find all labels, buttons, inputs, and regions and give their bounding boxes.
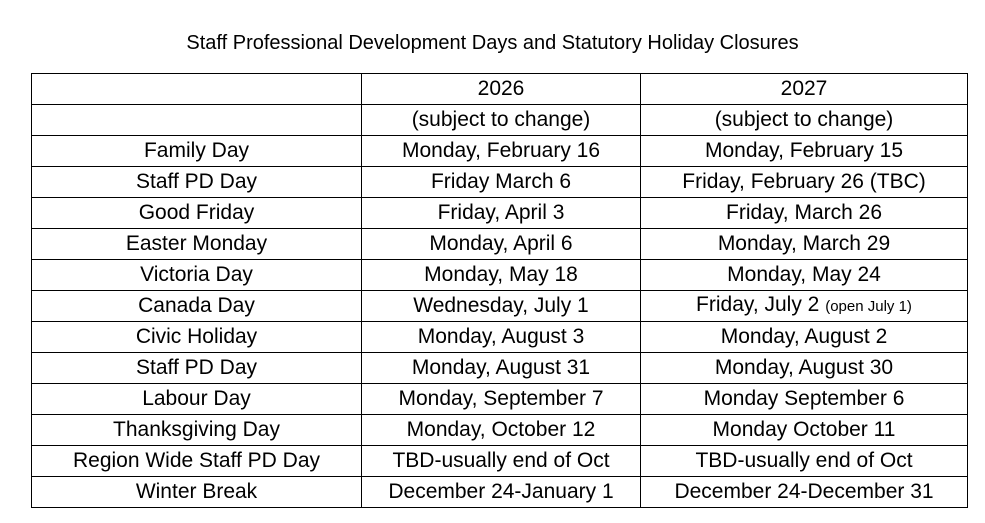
date-2027-cell — [641, 136, 968, 167]
header-blank-cell — [32, 74, 362, 105]
date-2027-text: Monday, May 24 — [727, 263, 881, 286]
header-row-years — [32, 74, 968, 105]
header-note-2027: (subject to change) — [641, 105, 968, 136]
date-2027-cell — [641, 167, 968, 198]
date-2027-text: Friday, July 2 — [696, 293, 820, 316]
table-row — [32, 260, 968, 291]
date-2027-cell — [641, 260, 968, 291]
date-2027-text: Monday, February 15 — [704, 139, 904, 162]
holiday-name-cell: Canada Day — [32, 291, 362, 322]
date-2027-cell — [641, 198, 968, 229]
date-2027-text: December 24-December 31 — [674, 480, 934, 503]
date-2026-cell: Monday, September 7 — [362, 384, 641, 415]
date-2027-cell — [641, 477, 968, 508]
table-row — [32, 291, 968, 322]
holiday-name-cell: Civic Holiday — [32, 322, 362, 353]
header-note-2026: (subject to change) — [362, 105, 641, 136]
date-2027-text: Monday, March 29 — [717, 232, 891, 255]
table-row — [32, 229, 968, 260]
date-2027-cell — [641, 353, 968, 384]
header-year-2027: 2027 — [641, 74, 968, 105]
table-row — [32, 415, 968, 446]
date-2026-cell: Wednesday, July 1 — [362, 291, 641, 322]
date-2027-text: Monday, August 2 — [720, 325, 888, 348]
date-2027-text: Monday September 6 — [703, 387, 905, 410]
header-row-notes — [32, 105, 968, 136]
table-row — [32, 167, 968, 198]
header-year-2026: 2026 — [362, 74, 641, 105]
date-2026-cell: December 24-January 1 — [362, 477, 641, 508]
date-2027-text: Monday October 11 — [712, 418, 896, 441]
date-2026-cell: Monday, October 12 — [362, 415, 641, 446]
date-2026-cell: Monday, May 18 — [362, 260, 641, 291]
date-2027-text: Friday, March 26 — [726, 201, 882, 224]
date-2026-cell: Monday, February 16 — [362, 136, 641, 167]
page-title: Staff Professional Development Days and Statutory Holiday Closures — [186, 32, 799, 54]
table-row — [32, 136, 968, 167]
date-2026-cell: TBD-usually end of Oct — [362, 446, 641, 477]
date-2026-cell: Monday, August 3 — [362, 322, 641, 353]
table-row — [32, 384, 968, 415]
table-row — [32, 446, 968, 477]
date-2027-cell — [641, 415, 968, 446]
table-row — [32, 198, 968, 229]
holiday-name-cell: Region Wide Staff PD Day — [32, 446, 362, 477]
date-2027-text: Monday, August 30 — [714, 356, 894, 379]
header-blank-cell — [32, 105, 362, 136]
holiday-name-cell: Staff PD Day — [32, 353, 362, 384]
holiday-name-cell: Victoria Day — [32, 260, 362, 291]
holiday-name-cell: Good Friday — [32, 198, 362, 229]
holiday-name-cell: Family Day — [32, 136, 362, 167]
date-2027-cell — [641, 229, 968, 260]
date-2027-text: TBD-usually end of Oct — [695, 449, 913, 472]
date-2027-cell — [641, 446, 968, 477]
date-2026-cell: Monday, April 6 — [362, 229, 641, 260]
holiday-name-cell: Winter Break — [32, 477, 362, 508]
date-2026-cell: Friday, April 3 — [362, 198, 641, 229]
table-row — [32, 322, 968, 353]
date-2026-cell: Monday, August 31 — [362, 353, 641, 384]
holiday-schedule-table — [31, 73, 968, 508]
holiday-name-cell: Thanksgiving Day — [32, 415, 362, 446]
date-2027-cell — [641, 291, 968, 322]
date-2027-cell — [641, 322, 968, 353]
date-2026-cell: Friday March 6 — [362, 167, 641, 198]
date-2027-note: (open July 1) — [825, 298, 912, 315]
table-row — [32, 353, 968, 384]
holiday-name-cell: Labour Day — [32, 384, 362, 415]
table-row — [32, 477, 968, 508]
holiday-name-cell: Easter Monday — [32, 229, 362, 260]
date-2027-text: Friday, February 26 (TBC) — [682, 170, 926, 193]
holiday-name-cell: Staff PD Day — [32, 167, 362, 198]
date-2027-cell — [641, 384, 968, 415]
